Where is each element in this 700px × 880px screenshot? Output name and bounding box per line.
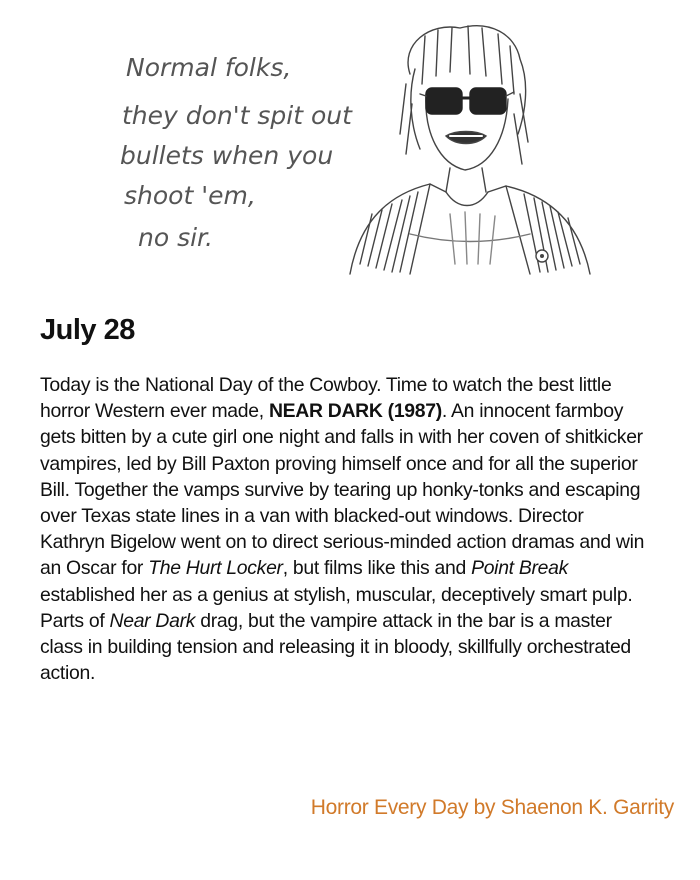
movie-title-italic: The Hurt Locker — [148, 557, 283, 580]
entry-body-text — [40, 372, 652, 686]
caption-line: bullets when you — [120, 141, 334, 170]
pencil-illustration — [110, 14, 630, 304]
body-text-segment: , but films like this and — [282, 557, 472, 580]
movie-title-italic: Point Break — [471, 557, 569, 580]
caption-line: no sir. — [138, 223, 213, 252]
author-credit: Horror Every Day by Shaenon K. Garrity — [310, 796, 674, 819]
caption-line: shoot 'em, — [124, 181, 256, 210]
handwritten-caption — [120, 53, 353, 252]
body-text-segment: drag, but the vampire attack in the bar is a master class in building tension and releasing it in bloody, skillfully orchestrated action. — [40, 609, 631, 685]
caption-line: Normal folks, — [126, 53, 292, 82]
body-text-segment: established her as a genius at stylish, muscular, deceptively smart pulp. Parts of — [40, 583, 633, 632]
entry-date: July 28 — [40, 314, 135, 346]
body-text-segment: Today is the National Day of the Cowboy. Time to watch the best little horror Western ever made, — [40, 374, 612, 423]
body-text-segment: . An innocent farmboy gets bitten by a cute girl one night and falls in with her coven of shitkicker vampires, led by Bill Paxton proving himself once and for all the superior Bill. Together the vamps survive by tearing up honky-tonks and escaping over Texas state lines in a van with blacked-out windows. Director Kathryn Bigelow went on to direct serious-minded action dramas and win an Oscar for — [40, 400, 645, 580]
movie-title-italic: Near Dark — [109, 609, 196, 632]
caption-line: they don't spit out — [122, 101, 352, 130]
character-sketch — [350, 26, 590, 274]
movie-title-bold: NEAR DARK (1987) — [268, 400, 442, 423]
